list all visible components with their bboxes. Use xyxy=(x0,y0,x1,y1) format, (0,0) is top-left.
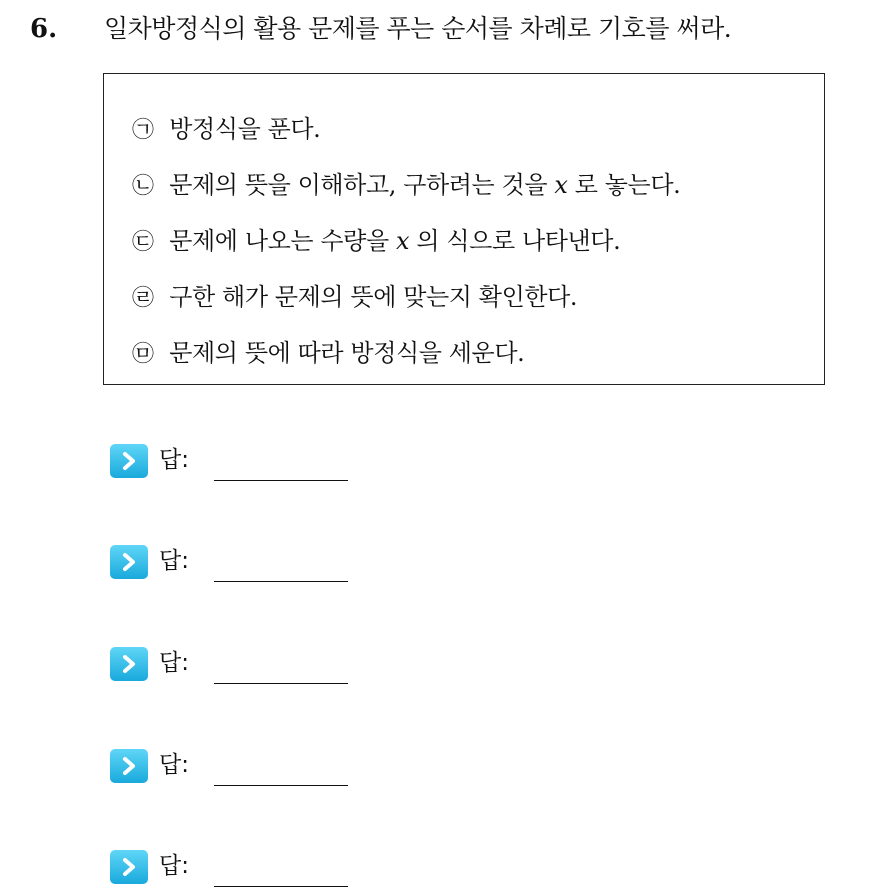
answer-input-line[interactable] xyxy=(214,480,348,481)
choice-4 xyxy=(132,280,577,314)
choice-text: 방정식을 푼다. xyxy=(169,115,321,143)
answer-row-2 xyxy=(110,541,370,581)
answer-label: 답: xyxy=(159,752,189,778)
answer-input-line[interactable] xyxy=(214,683,348,684)
answer-label: 답: xyxy=(159,853,189,879)
question-number: 6. xyxy=(30,14,58,44)
answer-row-1 xyxy=(110,440,370,480)
choice-text: 문제에 나오는 수량을 xyxy=(169,227,389,255)
choice-mark: ㉤ xyxy=(132,342,154,367)
answer-label: 답: xyxy=(159,447,189,473)
answer-input-line[interactable] xyxy=(214,785,348,786)
chevron-right-icon xyxy=(110,444,148,478)
choice-1 xyxy=(132,112,320,146)
answer-row-5 xyxy=(110,846,370,886)
chevron-right-icon xyxy=(110,749,148,783)
choice-text: 문제의 뜻을 이해하고, 구하려는 것을 xyxy=(169,171,548,199)
choice-mark: ㉣ xyxy=(132,286,154,311)
choice-2 xyxy=(132,168,680,202)
answer-label: 답: xyxy=(159,548,189,574)
choice-text: 구한 해가 문제의 뜻에 맞는지 확인한다. xyxy=(169,283,578,311)
chevron-right-icon xyxy=(110,647,148,681)
chevron-right-icon xyxy=(110,850,148,884)
question-text: 일차방정식의 활용 문제를 푸는 순서를 차례로 기호를 써라. xyxy=(104,14,732,43)
chevron-right-icon xyxy=(110,545,148,579)
choice-text-after: 의 식으로 나타낸다. xyxy=(416,227,621,255)
choice-mark: ㉢ xyxy=(132,230,154,255)
choice-mark: ㉡ xyxy=(132,174,154,199)
choice-3 xyxy=(132,224,620,258)
answer-input-line[interactable] xyxy=(214,581,348,582)
choice-variable: x xyxy=(395,227,410,255)
answer-row-4 xyxy=(110,745,370,785)
answer-label: 답: xyxy=(159,650,189,676)
answer-row-3 xyxy=(110,643,370,683)
choice-mark: ㉠ xyxy=(132,118,154,143)
choice-text-after: 로 놓는다. xyxy=(574,171,681,199)
choice-variable: x xyxy=(554,171,568,199)
choices-box xyxy=(103,73,825,385)
answer-input-line[interactable] xyxy=(214,886,348,887)
choice-5 xyxy=(132,336,524,370)
choice-text: 문제의 뜻에 따라 방정식을 세운다. xyxy=(169,339,525,367)
